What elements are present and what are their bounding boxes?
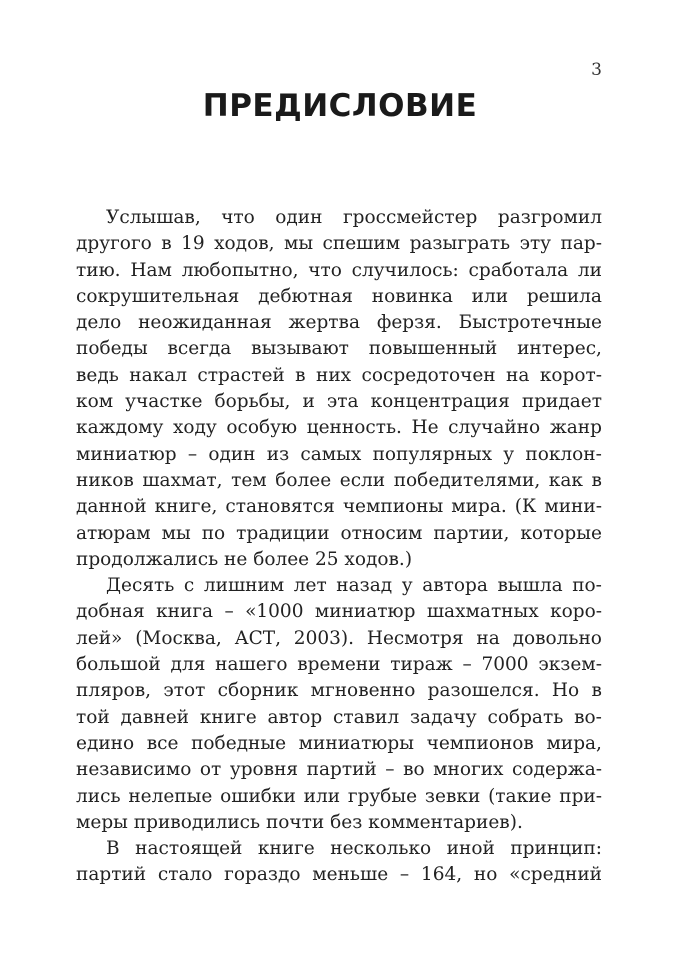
text-line: другого в 19 ходов, мы спешим разыграть эту пар- xyxy=(76,233,602,255)
text-line: лись нелепые ошибки или грубые зевки (такие при- xyxy=(76,785,602,807)
text-line: сокрушительная дебютная новинка или решила xyxy=(76,285,602,307)
page-title: ПРЕДИСЛОВИЕ xyxy=(202,88,478,124)
text-line: победы всегда вызывают повышенный интерес, xyxy=(76,338,602,360)
text-line: данной книге, становятся чемпионы мира. (К мини- xyxy=(76,496,602,518)
text-line: ком участке борьбы, и эта концентрация придает xyxy=(76,391,602,413)
paragraph xyxy=(76,573,602,836)
text-line: независимо от уровня партий – во многих содержа- xyxy=(76,759,602,781)
text-line: Десять с лишним лет назад у автора вышла по- xyxy=(106,575,602,597)
text-line: добная книга – «1000 миниатюр шахматных коро- xyxy=(76,601,602,623)
text-line: В настоящей книге несколько иной принцип: xyxy=(106,838,602,860)
text-line: ведь накал страстей в них сосредоточен на корот- xyxy=(76,364,602,386)
text-line: миниатюр – один из самых популярных у поклон- xyxy=(76,443,602,465)
text-line: дело неожиданная жертва ферзя. Быстротечные xyxy=(76,312,602,334)
text-line: меры приводились почти без комментариев). xyxy=(76,811,523,833)
text-line: тию. Нам любопытно, что случилось: сработала ли xyxy=(76,259,602,281)
text-line: едино все победные миниатюры чемпионов мира, xyxy=(76,732,602,754)
text-line: атюрам мы по традиции относим партии, которые xyxy=(76,522,602,544)
page-number: 3 xyxy=(591,60,602,80)
text-line: лей» (Москва, АСТ, 2003). Несмотря на довольно xyxy=(76,627,602,649)
text-line: пляров, этот сборник мгновенно разошелся. Но в xyxy=(76,680,602,702)
text-line: партий стало гораздо меньше – 164, но «средний xyxy=(76,864,602,886)
body-text xyxy=(76,205,602,889)
paragraph xyxy=(76,836,602,889)
paragraph xyxy=(76,205,602,573)
text-line: большой для нашего времени тираж – 7000 экзем- xyxy=(76,654,602,676)
text-line: каждому ходу особую ценность. Не случайно жанр xyxy=(76,417,602,439)
text-line: ников шахмат, тем более если победителями, как в xyxy=(76,469,602,491)
text-line: продолжались не более 25 ходов.) xyxy=(76,548,413,570)
text-line: Услышав, что один гроссмейстер разгромил xyxy=(106,207,602,228)
text-line: той давней книге автор ставил задачу собрать во- xyxy=(76,706,602,728)
